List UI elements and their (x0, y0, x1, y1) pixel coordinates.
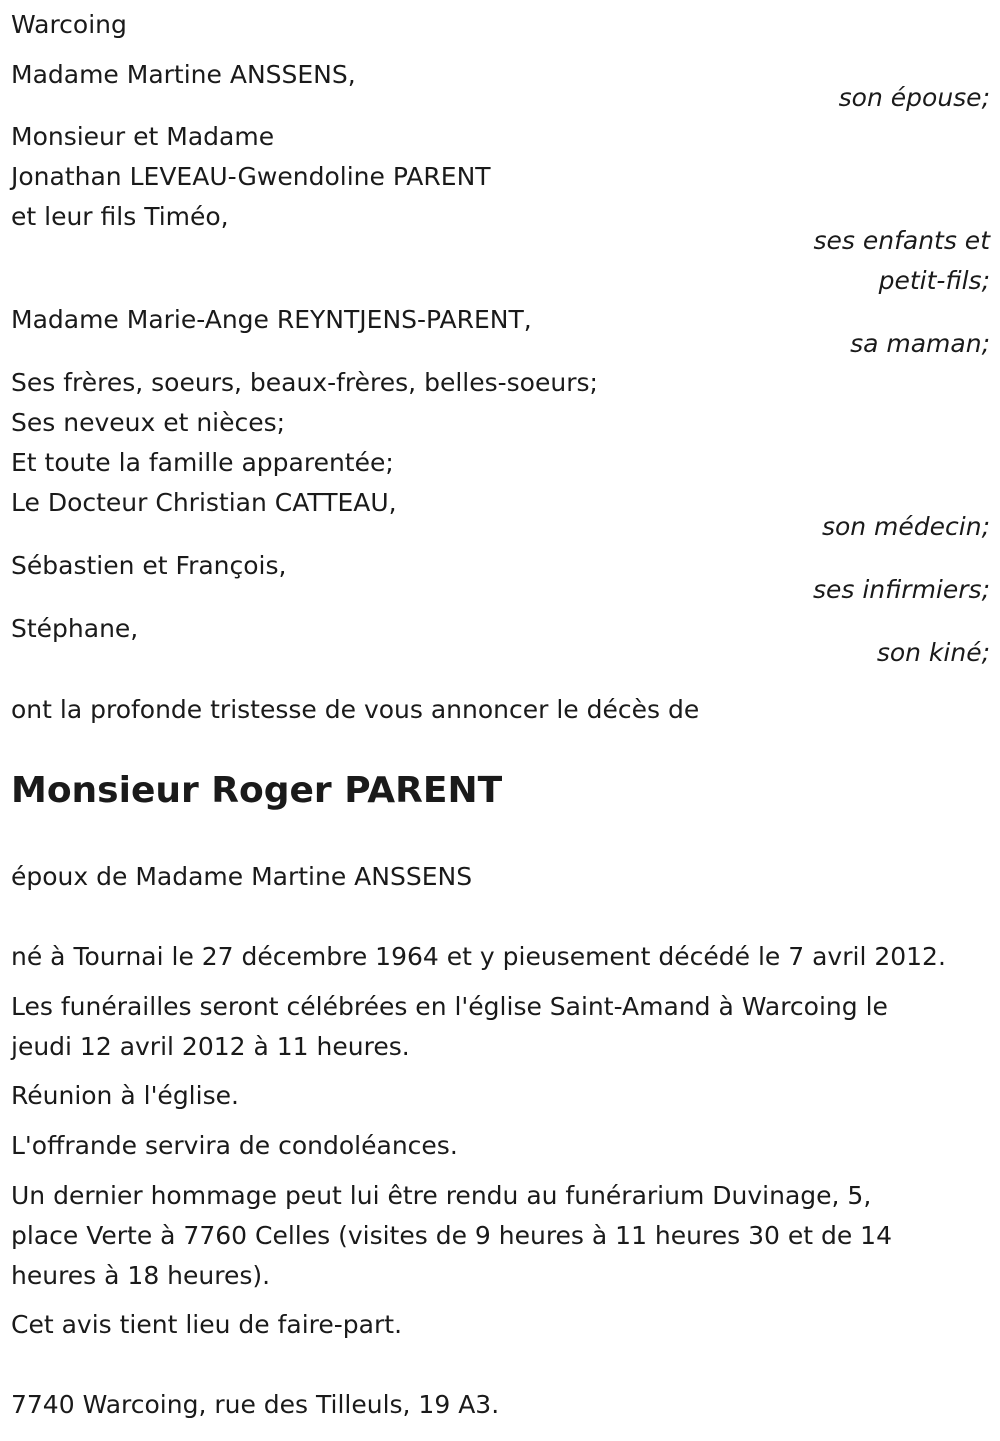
children-line-2: Jonathan LEVEAU-Gwendoline PARENT (11, 162, 491, 191)
notice-line: Cet avis tient lieu de faire-part. (11, 1310, 403, 1339)
meeting-line: Réunion à l'église. (11, 1081, 239, 1110)
spouse-name: Madame Martine ANSSENS, (11, 60, 356, 89)
deceased-name: Monsieur Roger PARENT (11, 770, 503, 811)
mother-name: Madame Marie-Ange REYNTJENS-PARENT, (11, 305, 532, 334)
family-line: Et toute la famille apparentée; (11, 448, 394, 477)
announcement-intro: ont la profonde tristesse de vous annoncer le décès de (11, 695, 700, 724)
address-line: 7740 Warcoing, rue des Tilleuls, 19 A3. (11, 1390, 500, 1419)
tribute-line-2: place Verte à 7760 Celles (visites de 9 heures à 11 heures 30 et de 14 (11, 1221, 892, 1250)
nephews-line: Ses neveux et nièces; (11, 408, 286, 437)
children-line-3: et leur fils Timéo, (11, 202, 229, 231)
doctor-role: son médecin; (821, 512, 990, 541)
funeral-line-2: jeudi 12 avril 2012 à 11 heures. (11, 1032, 410, 1061)
born-died-line: né à Tournai le 27 décembre 1964 et y pieusement décédé le 7 avril 2012. (11, 942, 946, 971)
nurses-name: Sébastien et François, (11, 551, 287, 580)
tribute-line-3: heures à 18 heures). (11, 1261, 271, 1290)
children-role-line-1: ses enfants et (813, 226, 990, 255)
funeral-line-1: Les funérailles seront célébrées en l'église Saint-Amand à Warcoing le (11, 992, 888, 1021)
nurses-role: ses infirmiers; (812, 575, 990, 604)
doctor-name: Le Docteur Christian CATTEAU, (11, 488, 397, 517)
children-role-line-2: petit-fils; (878, 266, 990, 295)
spouse-role: son épouse; (838, 83, 990, 112)
tribute-line-1: Un dernier hommage peut lui être rendu au funérarium Duvinage, 5, (11, 1181, 872, 1210)
physio-name: Stéphane, (11, 614, 139, 643)
place-heading: Warcoing (11, 10, 127, 39)
children-line-1: Monsieur et Madame (11, 122, 275, 151)
siblings-line: Ses frères, soeurs, beaux-frères, belles-soeurs; (11, 368, 598, 397)
physio-role: son kiné; (876, 638, 990, 667)
spouse-of-line: époux de Madame Martine ANSSENS (11, 862, 473, 891)
offering-line: L'offrande servira de condoléances. (11, 1131, 458, 1160)
mother-role: sa maman; (850, 329, 990, 358)
